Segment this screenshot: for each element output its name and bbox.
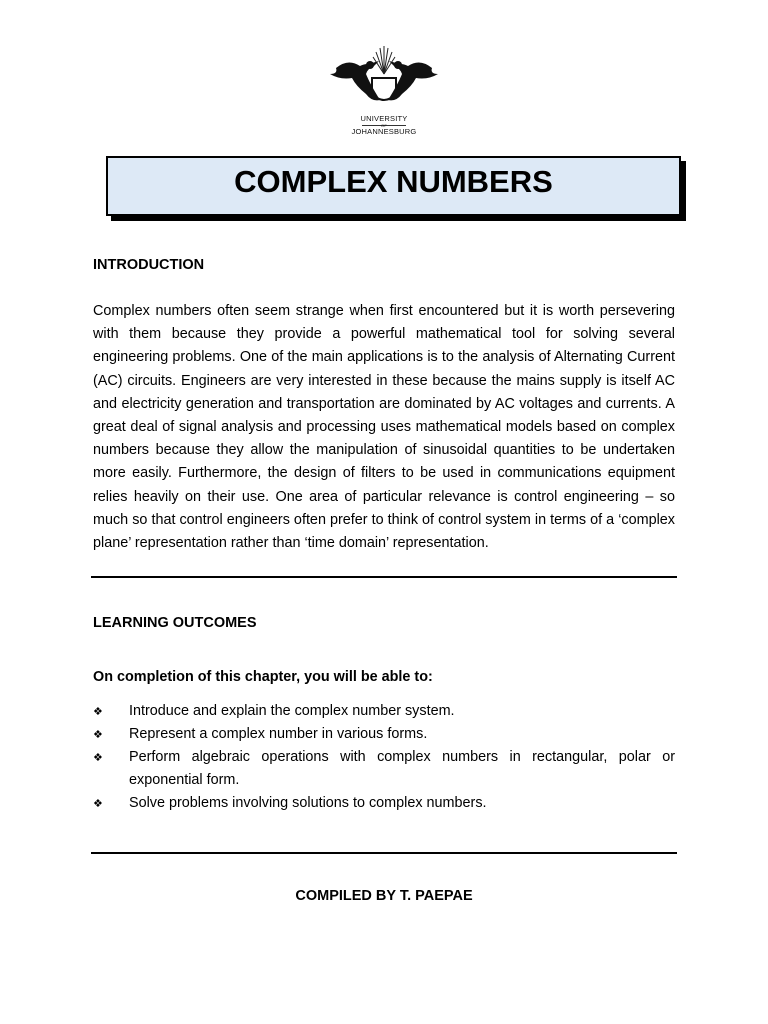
learning-outcomes-heading: LEARNING OUTCOMES [93,615,257,631]
crest-icon [326,44,442,114]
diamond-bullet-icon: ❖ [93,728,103,741]
learning-outcomes-lead: On completion of this chapter, you will be able to: [93,669,433,685]
list-item-text: Introduce and explain the complex number system. [129,703,455,719]
section-divider-2 [91,852,677,854]
list-item-text: Solve problems involving solutions to complex numbers. [129,795,487,811]
compiled-by-credit: COMPILED BY T. PAEPAE [295,888,473,904]
list-item [93,792,675,815]
section-divider-1 [91,576,677,578]
logo-text-johannesburg: JOHANNESBURG [351,127,417,136]
list-item-text: Represent a complex number in various forms. [129,726,428,742]
diamond-bullet-icon: ❖ [93,705,103,718]
diamond-bullet-icon: ❖ [93,751,103,764]
learning-outcomes-list [93,700,675,815]
list-item [93,746,675,792]
diamond-bullet-icon: ❖ [93,797,103,810]
logo-text-university: UNIVERSITY [360,114,408,123]
document-title: COMPLEX NUMBERS [106,156,681,216]
list-item-text: Perform algebraic operations with complex numbers in rectangular, polar or exponential form. [129,749,675,788]
university-logo [326,44,442,140]
list-item [93,700,675,723]
introduction-paragraph: Complex numbers often seem strange when first encountered but it is worth persevering with them because they provide a powerful mathematical tool for solving several engineering problems. One of the main applications is to the analysis of Alternating Current (AC) circuits. Engineers are very interested in these because the mains supply is itself AC and electricity generation and transportation are dominated by AC voltages and currents. A great deal of signal analysis and processing uses mathematical models based on complex numbers because they allow the manipulation of sinusoidal quantities to be undertaken more easily. Furthermore, the design of filters to be used in communications equipment relies heavily on their use. One area of particular relevance is control engineering – so much so that control engineers often prefer to think of control system in terms of a ‘complex plane’ representation rather than ‘time domain’ representation. [93,303,675,552]
logo-text-of: OF [381,123,387,128]
list-item [93,723,675,746]
introduction-heading: INTRODUCTION [93,257,205,273]
